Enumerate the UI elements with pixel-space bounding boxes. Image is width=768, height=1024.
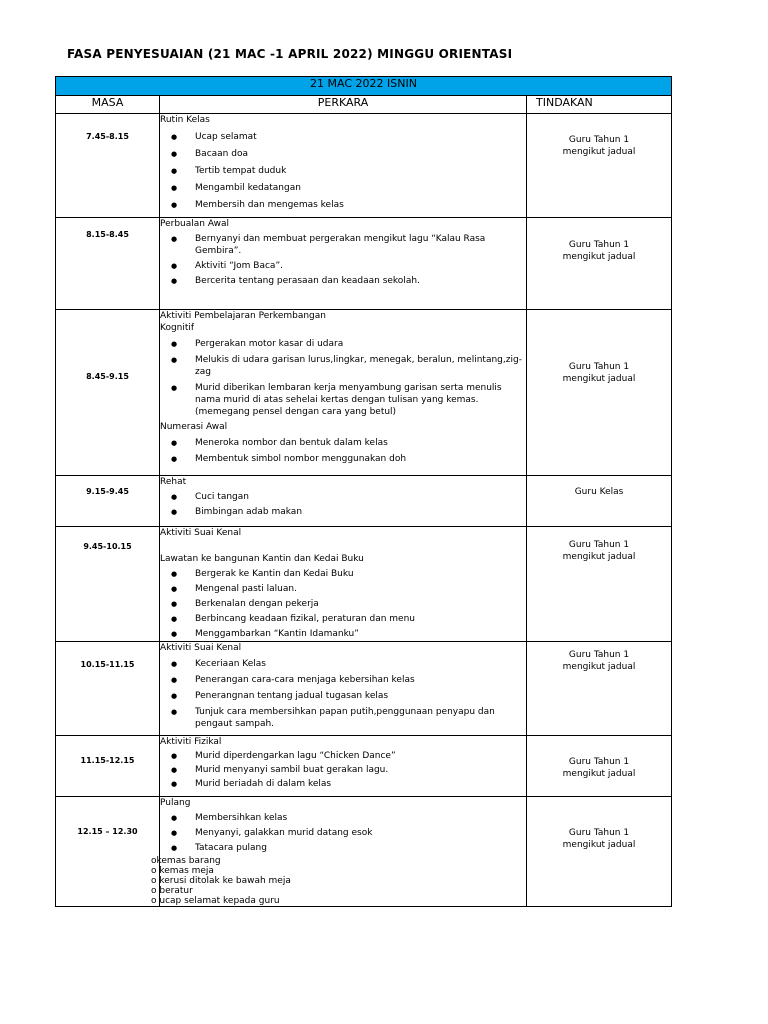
list-item: ● Keceriaan Kelas bbox=[160, 658, 526, 670]
table-row bbox=[56, 527, 672, 642]
list-item: ● Membersihkan kelas bbox=[160, 812, 526, 824]
day-heading-row bbox=[56, 77, 672, 96]
list-item: ● Bimbingan adab makan bbox=[160, 506, 526, 518]
list-item: ● Tunjuk cara membersihkan papan putih,penggunaan penyapu dan pengaut sampah. bbox=[160, 706, 526, 730]
time-cell bbox=[56, 527, 160, 642]
sub-list bbox=[151, 856, 526, 906]
section-heading: Perbualan Awal bbox=[160, 219, 230, 229]
section-heading: Rehat bbox=[160, 477, 187, 487]
list-item: ● Murid beriadah di dalam kelas bbox=[160, 778, 526, 790]
list-item: ● Membentuk simbol nombor menggunakan doh bbox=[160, 453, 526, 465]
action-cell bbox=[527, 797, 672, 907]
sub-list-item: o beratur bbox=[151, 886, 193, 896]
list-item: ● Murid diperdengarkan lagu “Chicken Dance” bbox=[160, 750, 526, 762]
bullet-list bbox=[160, 338, 526, 418]
action-cell bbox=[527, 218, 672, 310]
activity-cell bbox=[160, 476, 527, 527]
action-text: mengikut jadual bbox=[562, 769, 636, 779]
bullet-list bbox=[160, 812, 526, 854]
time-cell bbox=[56, 797, 160, 907]
section-heading: Lawatan ke bangunan Kantin dan Kedai Buku bbox=[160, 554, 364, 564]
bullet-list bbox=[160, 658, 526, 730]
table-row bbox=[56, 476, 672, 527]
action-cell bbox=[527, 527, 672, 642]
table-row bbox=[56, 310, 672, 476]
action-text: Guru Tahun 1 bbox=[568, 240, 630, 250]
list-item: ● Tertib tempat duduk bbox=[160, 165, 526, 177]
action-text: Guru Tahun 1 bbox=[568, 650, 630, 660]
action-text: mengikut jadual bbox=[562, 552, 636, 562]
bullet-list bbox=[160, 491, 526, 518]
bullet-list bbox=[160, 131, 526, 211]
list-item: ● Mengenal pasti laluan. bbox=[160, 583, 526, 595]
list-item: ● Cuci tangan bbox=[160, 491, 526, 503]
action-text: Guru Tahun 1 bbox=[568, 828, 630, 838]
table-row bbox=[56, 642, 672, 736]
section-heading: Aktiviti Fizikal bbox=[160, 737, 222, 747]
list-item: ● Bercerita tentang perasaan dan keadaan sekolah. bbox=[160, 275, 526, 287]
section-heading: Pulang bbox=[160, 798, 191, 808]
activity-cell bbox=[160, 736, 527, 797]
column-header-tindakan: TINDAKAN bbox=[527, 96, 672, 114]
time-cell bbox=[56, 642, 160, 736]
day-heading: 21 MAC 2022 ISNIN bbox=[56, 77, 672, 96]
list-item: ● Mengambil kedatangan bbox=[160, 182, 526, 194]
action-text: mengikut jadual bbox=[562, 252, 636, 262]
action-cell bbox=[527, 310, 672, 476]
action-cell bbox=[527, 114, 672, 218]
action-text: Guru Tahun 1 bbox=[568, 540, 630, 550]
action-text: Guru Tahun 1 bbox=[568, 362, 630, 372]
table-row bbox=[56, 736, 672, 797]
activity-cell bbox=[160, 218, 527, 310]
page-title: FASA PENYESUAIAN (21 MAC -1 APRIL 2022) MINGGU ORIENTASI bbox=[67, 47, 513, 61]
action-text: Guru Kelas bbox=[574, 487, 624, 497]
section-heading: Aktiviti Suai Kenal bbox=[160, 643, 242, 653]
section-heading: Aktiviti Suai Kenal bbox=[160, 528, 242, 538]
time-text: 8.15-8.45 bbox=[86, 230, 129, 239]
table-row bbox=[56, 218, 672, 310]
column-header-row bbox=[56, 96, 672, 114]
action-text: mengikut jadual bbox=[562, 147, 636, 157]
activity-cell bbox=[151, 797, 527, 907]
bullet-list bbox=[160, 568, 526, 640]
activity-cell bbox=[160, 642, 527, 736]
section-heading: Kognitif bbox=[160, 323, 195, 333]
list-item: ● Pergerakan motor kasar di udara bbox=[160, 338, 526, 350]
bullet-list bbox=[160, 233, 526, 287]
section-heading: Aktiviti Pembelajaran Perkembangan bbox=[160, 311, 326, 321]
time-cell bbox=[56, 736, 160, 797]
section-heading: Numerasi Awal bbox=[160, 422, 228, 432]
time-text: 7.45-8.15 bbox=[86, 132, 129, 141]
list-item: ● Ucap selamat bbox=[160, 131, 526, 143]
column-header-masa: MASA bbox=[56, 96, 160, 114]
bullet-list bbox=[160, 750, 526, 790]
schedule-table bbox=[55, 76, 672, 907]
list-item: ● Bacaan doa bbox=[160, 148, 526, 160]
action-text: Guru Tahun 1 bbox=[568, 757, 630, 767]
time-text: 9.15-9.45 bbox=[86, 487, 129, 496]
sub-list-item: o ucap selamat kepada guru bbox=[151, 896, 280, 906]
action-text: Guru Tahun 1 bbox=[568, 135, 630, 145]
list-item: ● Membersih dan mengemas kelas bbox=[160, 199, 526, 211]
time-text: 10.15-11.15 bbox=[80, 660, 135, 669]
time-cell bbox=[56, 218, 160, 310]
action-cell bbox=[527, 476, 672, 527]
list-item: ● Murid menyanyi sambil buat gerakan lagu. bbox=[160, 764, 526, 776]
table-row bbox=[56, 797, 672, 907]
activity-cell bbox=[160, 310, 527, 476]
sub-list-item: o kerusi ditolak ke bawah meja bbox=[151, 876, 291, 886]
action-text: mengikut jadual bbox=[562, 662, 636, 672]
section-heading: Rutin Kelas bbox=[160, 115, 210, 125]
list-item: ● Menyanyi, galakkan murid datang esok bbox=[160, 827, 526, 839]
list-item: ● Melukis di udara garisan lurus,lingkar, menegak, beralun, melintang,zig-zag bbox=[160, 354, 526, 378]
activity-cell bbox=[160, 527, 527, 642]
list-item: ● Meneroka nombor dan bentuk dalam kelas bbox=[160, 437, 526, 449]
list-item: ● Menggambarkan “Kantin Idamanku” bbox=[160, 628, 526, 640]
list-item: ● Penerangnan tentang jadual tugasan kelas bbox=[160, 690, 526, 702]
list-item: ● Aktiviti “Jom Baca”. bbox=[160, 260, 526, 272]
activity-cell bbox=[160, 114, 527, 218]
action-text: mengikut jadual bbox=[562, 840, 636, 850]
action-cell bbox=[527, 736, 672, 797]
sub-list-item: okemas barang bbox=[151, 856, 221, 866]
time-cell bbox=[56, 476, 160, 527]
list-item: ● Tatacara pulang bbox=[160, 842, 526, 854]
list-item: ● Bergerak ke Kantin dan Kedai Buku bbox=[160, 568, 526, 580]
time-text: 9.45-10.15 bbox=[83, 542, 132, 551]
time-text: 12.15 – 12.30 bbox=[77, 827, 138, 836]
bullet-list bbox=[160, 437, 526, 465]
list-item: ● Berkenalan dengan pekerja bbox=[160, 598, 526, 610]
list-item: ● Berbincang keadaan fizikal, peraturan dan menu bbox=[160, 613, 526, 625]
list-item: ● Penerangan cara-cara menjaga kebersihan kelas bbox=[160, 674, 526, 686]
table-row bbox=[56, 114, 672, 218]
action-cell bbox=[527, 642, 672, 736]
list-item: ● Murid diberikan lembaran kerja menyambung garisan serta menulis nama murid di atas sehelai kertas dengan tulisan yang kemas. (memegang pensel dengan cara yang betul) bbox=[160, 382, 526, 418]
time-text: 8.45-9.15 bbox=[86, 372, 129, 381]
column-header-perkara: PERKARA bbox=[160, 96, 527, 114]
list-item: ● Bernyanyi dan membuat pergerakan mengikut lagu “Kalau Rasa Gembira”. bbox=[160, 233, 526, 257]
time-cell bbox=[56, 114, 160, 218]
sub-list-item: o kemas meja bbox=[151, 866, 214, 876]
time-cell bbox=[56, 310, 160, 476]
action-text: mengikut jadual bbox=[562, 374, 636, 384]
time-text: 11.15-12.15 bbox=[80, 756, 135, 765]
